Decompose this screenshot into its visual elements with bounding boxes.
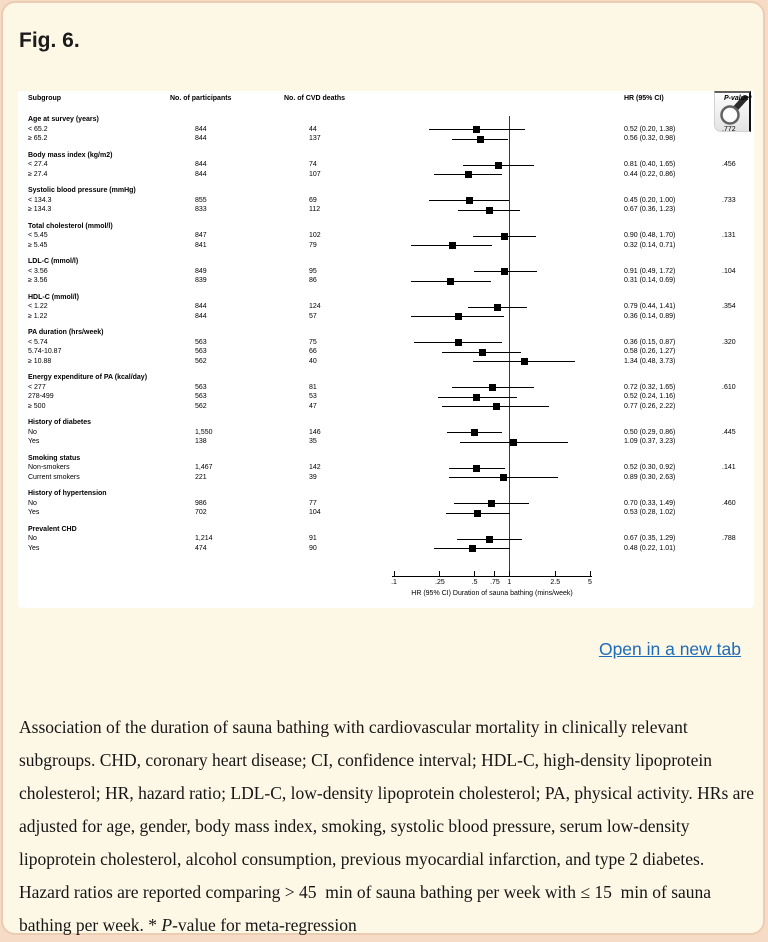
row-label: No (28, 535, 37, 542)
row-hr-ci: 0.48 (0.22, 1.01) (624, 544, 676, 552)
reference-line (509, 116, 510, 576)
row-participants: 847 (195, 232, 207, 239)
row-label: No (28, 499, 37, 507)
subgroup-heading: HDL-C (mmol/l) (28, 293, 79, 301)
row-hr-ci: 0.36 (0.15, 0.87) (624, 338, 676, 346)
row-deaths: 81 (309, 383, 317, 391)
x-axis-tick (590, 571, 591, 576)
row-label: < 5.45 (28, 232, 48, 239)
row-participants: 563 (195, 348, 207, 355)
column-header-subgroup: Subgroup (28, 95, 62, 102)
row-participants: 986 (195, 499, 207, 507)
x-axis-tick-label: 1 (507, 579, 512, 586)
hr-point-marker (477, 136, 484, 143)
row-hr-ci: 0.52 (0.24, 1.16) (624, 393, 676, 400)
row-participants: 841 (195, 241, 207, 249)
row-pvalue: .610 (722, 383, 736, 391)
hr-point-marker (500, 474, 507, 481)
row-hr-ci: 0.45 (0.20, 1.00) (624, 196, 676, 204)
hr-point-marker (466, 197, 473, 204)
x-axis-tick (494, 571, 495, 576)
row-participants: 839 (195, 277, 207, 284)
row-label: < 1.22 (28, 303, 48, 310)
row-hr-ci: 0.79 (0.44, 1.41) (624, 303, 676, 310)
subgroup-heading: Prevalent CHD (28, 525, 77, 533)
subgroup-heading: History of diabetes (28, 419, 92, 426)
row-label: ≥ 65.2 (28, 135, 48, 142)
row-deaths: 35 (309, 438, 317, 445)
hr-point-marker (449, 242, 456, 249)
row-participants: 844 (195, 312, 207, 320)
x-axis-tick (555, 571, 556, 576)
row-participants: 844 (195, 170, 207, 178)
row-deaths: 90 (309, 544, 317, 552)
row-hr-ci: 0.52 (0.30, 0.92) (624, 464, 676, 471)
hr-point-marker (455, 339, 462, 346)
row-participants: 855 (195, 196, 207, 204)
row-label: Yes (28, 544, 40, 552)
subgroup-heading: Total cholesterol (mmol/l) (28, 222, 113, 230)
row-hr-ci: 0.52 (0.20, 1.38) (624, 125, 676, 133)
row-label: ≥ 5.45 (28, 241, 48, 249)
row-pvalue: .320 (722, 338, 736, 346)
column-header-pvalue: P-value* (724, 95, 752, 102)
row-pvalue: .104 (722, 267, 736, 275)
row-participants: 138 (195, 438, 207, 445)
row-pvalue: .354 (722, 303, 736, 310)
row-hr-ci: 0.67 (0.36, 1.23) (624, 206, 676, 213)
x-axis-line (392, 576, 592, 577)
row-participants: 474 (195, 544, 207, 552)
row-participants: 833 (195, 206, 207, 213)
row-hr-ci: 0.32 (0.14, 0.71) (624, 241, 676, 249)
row-label: ≥ 27.4 (28, 170, 48, 178)
row-participants: 844 (195, 125, 207, 133)
row-pvalue: .788 (722, 535, 736, 542)
hr-point-marker (479, 349, 486, 356)
row-pvalue: .456 (722, 161, 736, 168)
column-header-hr: HR (95% CI) (624, 95, 664, 102)
row-hr-ci: 0.77 (0.26, 2.22) (624, 402, 676, 410)
x-axis-tick-label: .25 (435, 579, 445, 586)
row-hr-ci: 0.70 (0.33, 1.49) (624, 499, 676, 507)
row-hr-ci: 0.58 (0.26, 1.27) (624, 348, 676, 355)
row-deaths: 107 (309, 170, 321, 178)
row-participants: 844 (195, 135, 207, 142)
row-hr-ci: 0.31 (0.14, 0.69) (624, 277, 676, 284)
row-deaths: 137 (309, 135, 321, 142)
x-axis-tick (394, 571, 395, 576)
row-deaths: 112 (309, 206, 321, 213)
row-deaths: 146 (309, 428, 321, 436)
row-pvalue: .131 (722, 232, 736, 239)
x-axis-tick-label: .5 (471, 579, 478, 586)
row-hr-ci: 0.89 (0.30, 2.63) (624, 473, 676, 481)
subgroup-heading: Energy expenditure of PA (kcal/day) (28, 374, 148, 381)
row-hr-ci: 0.56 (0.32, 0.98) (624, 135, 676, 142)
column-header-deaths: No. of CVD deaths (284, 95, 346, 102)
row-label: ≥ 134.3 (28, 206, 52, 213)
row-deaths: 75 (309, 338, 317, 346)
row-label: < 5.74 (28, 338, 48, 346)
x-axis-tick (509, 571, 510, 576)
hr-point-marker (465, 171, 472, 178)
row-pvalue: .772 (722, 125, 736, 133)
row-deaths: 47 (309, 402, 317, 410)
hr-point-marker (488, 500, 495, 507)
row-hr-ci: 0.44 (0.22, 0.86) (624, 170, 676, 178)
row-participants: 1,214 (195, 535, 213, 542)
hr-point-marker (473, 126, 480, 133)
row-deaths: 77 (309, 499, 317, 507)
hr-point-marker (473, 394, 480, 401)
hr-point-marker (493, 403, 500, 410)
row-deaths: 142 (309, 464, 321, 471)
row-participants: 849 (195, 267, 207, 275)
row-label: Non-smokers (28, 464, 70, 471)
row-label: Yes (28, 509, 40, 516)
row-pvalue: .445 (722, 428, 736, 436)
row-pvalue: .141 (722, 464, 736, 471)
row-label: Current smokers (28, 473, 80, 481)
hr-point-marker (486, 536, 493, 543)
row-participants: 563 (195, 393, 207, 400)
hr-point-marker (501, 268, 508, 275)
row-label: < 65.2 (28, 125, 48, 133)
row-hr-ci: 0.67 (0.35, 1.29) (624, 535, 676, 542)
row-deaths: 124 (309, 303, 321, 310)
row-label: ≥ 1.22 (28, 312, 48, 320)
row-label: ≥ 500 (28, 402, 46, 410)
row-deaths: 53 (309, 393, 317, 400)
row-deaths: 95 (309, 267, 317, 275)
figure-caption (19, 711, 757, 942)
row-deaths: 91 (309, 535, 317, 542)
hr-point-marker (473, 465, 480, 472)
row-hr-ci: 0.50 (0.29, 0.86) (624, 428, 676, 436)
hr-point-marker (474, 510, 481, 517)
row-participants: 844 (195, 303, 207, 310)
hr-point-marker (447, 278, 454, 285)
row-hr-ci: 0.91 (0.49, 1.72) (624, 267, 676, 275)
figure-label: Fig. 6. (19, 29, 80, 52)
row-label: < 3.56 (28, 267, 48, 275)
row-label: < 27.4 (28, 161, 48, 168)
row-deaths: 57 (309, 312, 317, 320)
hr-point-marker (469, 545, 476, 552)
subgroup-heading: Smoking status (28, 454, 81, 462)
x-axis-tick-label: .1 (391, 579, 397, 586)
forest-plot-figure (18, 91, 754, 608)
row-deaths: 86 (309, 277, 317, 284)
x-axis-tick-label: 2.5 (550, 579, 561, 586)
hr-point-marker (510, 439, 517, 446)
row-label: No (28, 428, 37, 436)
row-deaths: 44 (309, 125, 317, 133)
row-deaths: 104 (309, 509, 321, 516)
x-axis-tick-label: .75 (490, 579, 500, 586)
row-deaths: 74 (309, 161, 317, 168)
row-participants: 844 (195, 161, 207, 168)
column-header-participants: No. of participants (170, 95, 232, 102)
row-label: < 134.3 (28, 196, 52, 204)
x-axis-tick (474, 571, 475, 576)
row-deaths: 102 (309, 232, 321, 239)
hr-point-marker (486, 207, 493, 214)
row-participants: 702 (195, 509, 207, 516)
row-participants: 1,467 (195, 464, 213, 471)
hr-point-marker (494, 304, 501, 311)
figure-card (1, 1, 765, 935)
subgroup-heading: Age at survey (years) (28, 116, 99, 123)
hr-point-marker (471, 429, 478, 436)
row-hr-ci: 0.36 (0.14, 0.89) (624, 312, 676, 320)
row-deaths: 79 (309, 241, 317, 249)
row-deaths: 69 (309, 196, 317, 204)
row-hr-ci: 1.34 (0.48, 3.73) (624, 357, 676, 365)
row-participants: 562 (195, 357, 207, 365)
row-deaths: 40 (309, 357, 317, 365)
row-label: ≥ 10.88 (28, 357, 52, 365)
row-deaths: 66 (309, 348, 317, 355)
row-label: 278-499 (28, 393, 54, 400)
hr-point-marker (495, 162, 502, 169)
row-hr-ci: 1.09 (0.37, 3.23) (624, 438, 676, 445)
row-label: ≥ 3.56 (28, 277, 48, 284)
row-deaths: 39 (309, 473, 317, 481)
row-hr-ci: 0.81 (0.40, 1.65) (624, 161, 676, 168)
row-label: < 277 (28, 383, 46, 391)
row-hr-ci: 0.72 (0.32, 1.65) (624, 383, 676, 391)
caption-text-suffix: -value for meta-regression (172, 914, 357, 935)
open-in-new-tab-link[interactable]: Open in a new tab (598, 639, 741, 659)
x-axis-title: HR (95% CI) Duration of sauna bathing (mins/week) (411, 590, 573, 597)
subgroup-heading: Systolic blood pressure (mmHg) (28, 187, 136, 194)
row-label: Yes (28, 438, 40, 445)
hr-point-marker (501, 233, 508, 240)
subgroup-heading: History of hypertension (28, 490, 107, 497)
row-label: 5.74-10.87 (28, 348, 62, 355)
row-pvalue: .733 (722, 196, 736, 204)
row-hr-ci: 0.53 (0.28, 1.02) (624, 509, 676, 516)
caption-text: Association of the duration of sauna bathing with cardiovascular mortality in clinically relevant subgroups. CHD, coronary heart disease; CI, confidence interval; HDL-C, high-density lipoprotein cholesterol; HR, hazard ratio; LDL-C, low-density lipoprotein cholesterol; PA, physical activity. HRs are adjusted for age, gender, body mass index, smoking, systolic blood pressure, serum low-density lipoprotein cholesterol, alcohol consumption, previous myocardial infarction, and type 2 diabetes. Hazard ratios are reported comparing > 45 min of sauna bathing per week with ≤ 15 min of sauna bathing per week. * (19, 716, 754, 935)
row-participants: 221 (195, 473, 207, 481)
row-participants: 563 (195, 338, 207, 346)
row-participants: 1,550 (195, 428, 213, 436)
subgroup-heading: LDL-C (mmol/l) (28, 258, 79, 265)
row-participants: 562 (195, 402, 207, 410)
subgroup-heading: PA duration (hrs/week) (28, 329, 104, 336)
x-axis-tick (439, 571, 440, 576)
hr-point-marker (521, 358, 528, 365)
hr-point-marker (455, 313, 462, 320)
caption-p-italic: P (161, 914, 173, 935)
row-participants: 563 (195, 383, 207, 391)
subgroup-heading: Body mass index (kg/m2) (28, 151, 113, 159)
hr-point-marker (489, 384, 496, 391)
row-hr-ci: 0.90 (0.48, 1.70) (624, 232, 676, 239)
x-axis-tick-label: 5 (588, 579, 592, 586)
row-pvalue: .460 (722, 499, 736, 507)
